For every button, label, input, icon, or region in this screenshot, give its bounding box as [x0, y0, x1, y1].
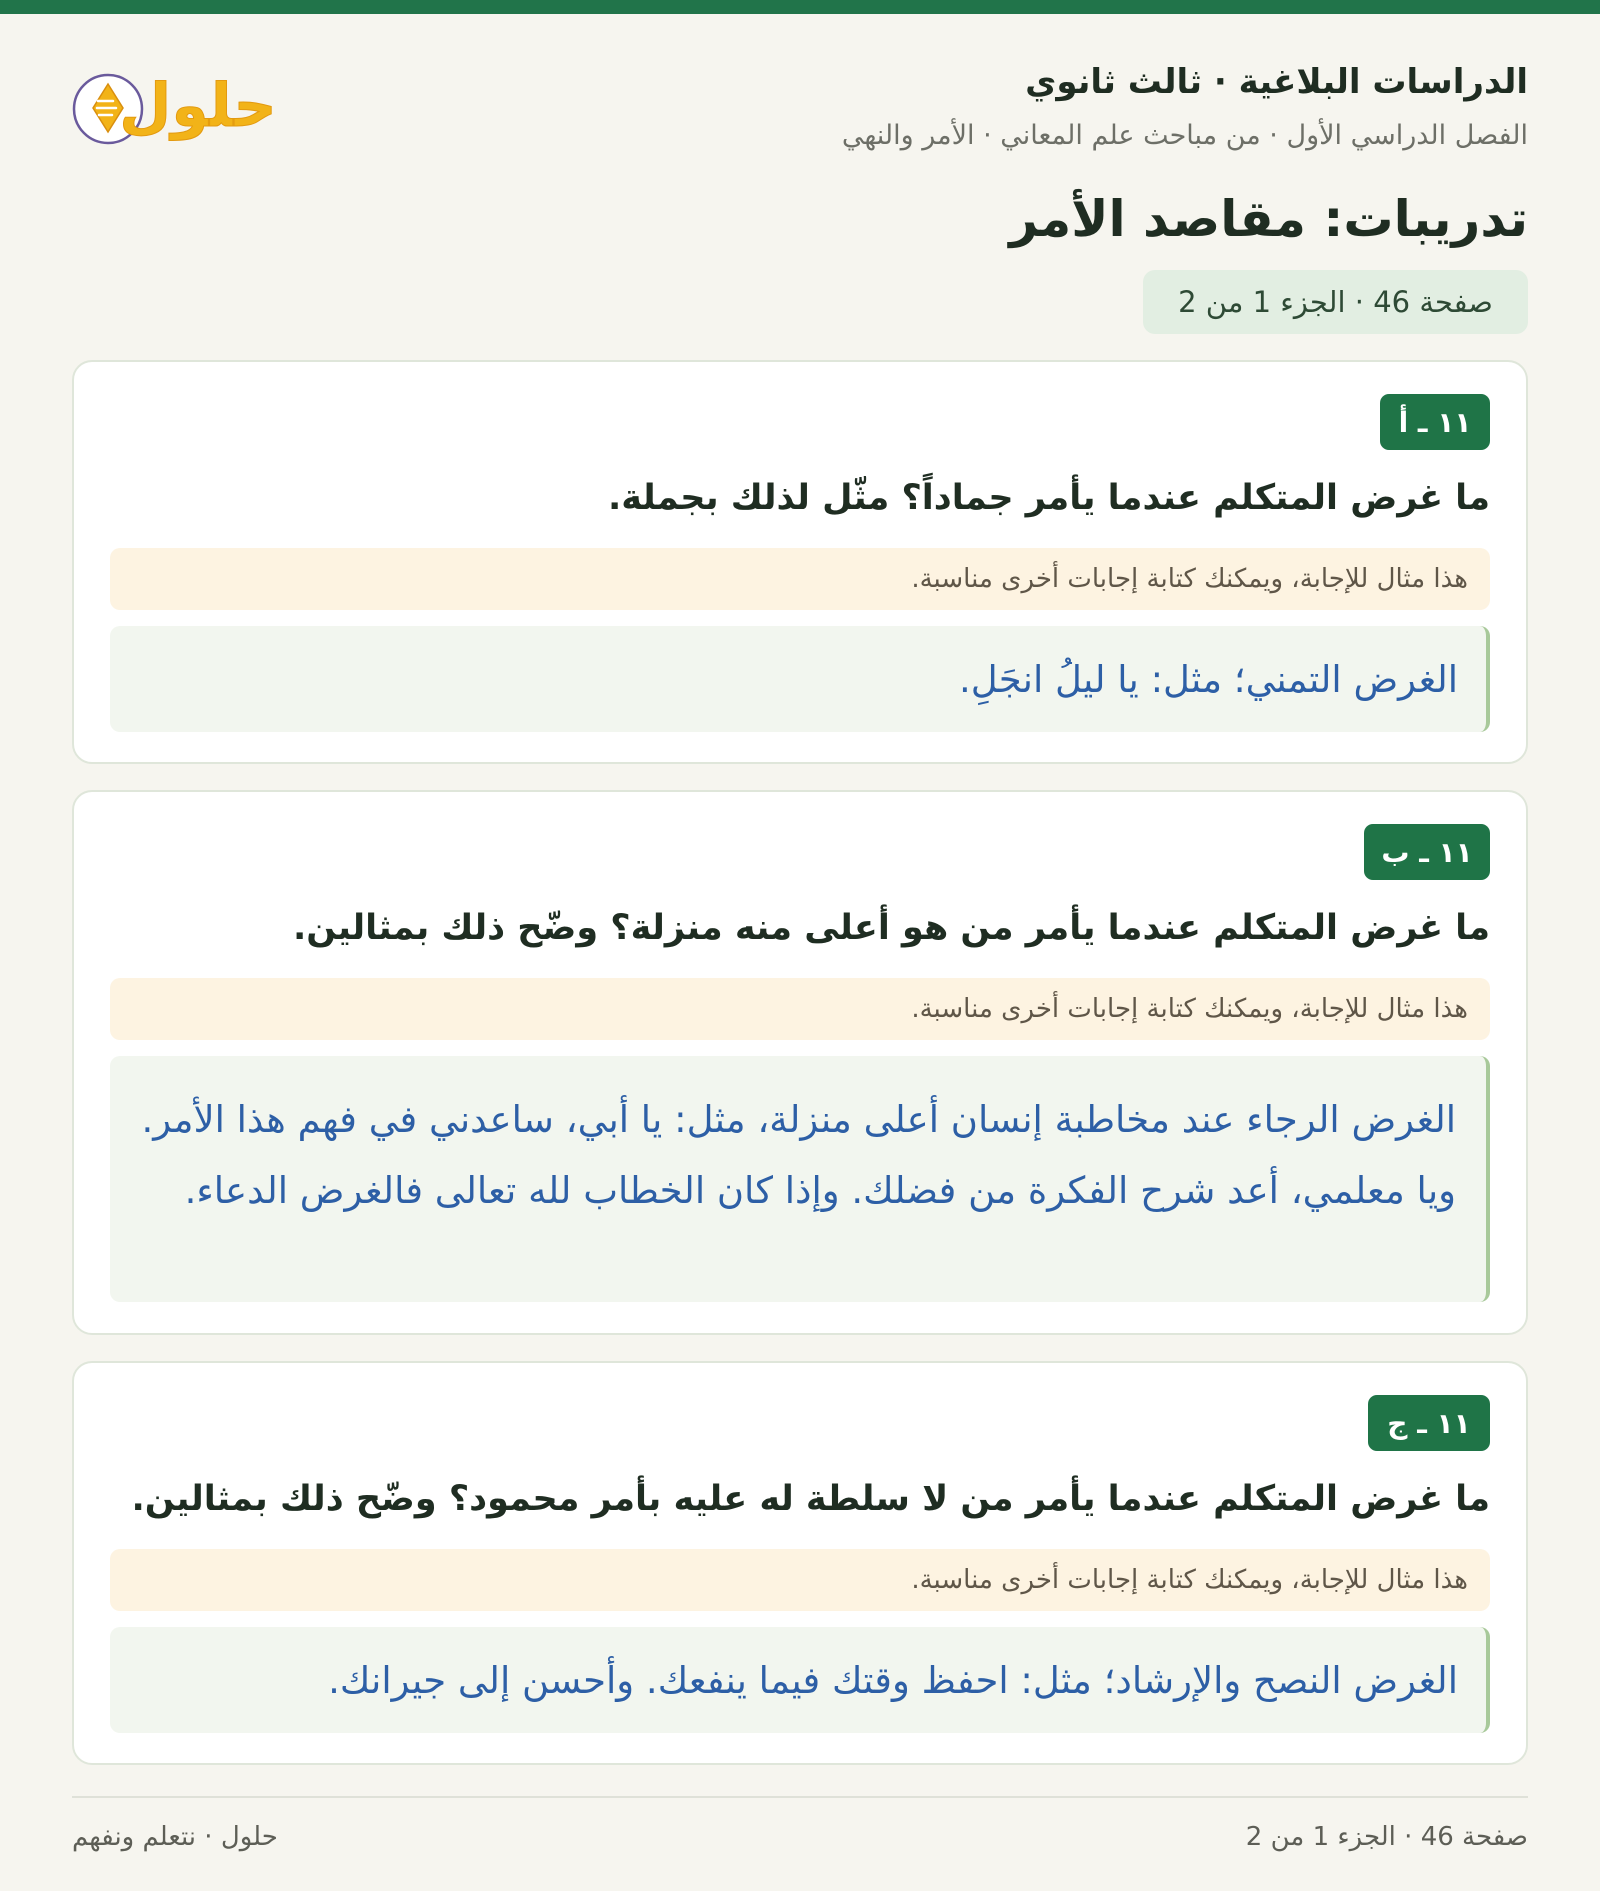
- answer-hint: هذا مثال للإجابة، ويمكنك كتابة إجابات أخرى مناسبة.: [110, 548, 1490, 610]
- question-card: [72, 790, 1528, 1335]
- question-number-badge: ١١ ـ أ: [1380, 394, 1490, 450]
- footer-page-info: صفحة 46 · الجزء 1 من 2: [1245, 1822, 1528, 1852]
- footer-brand-tagline: حلول · نتعلم ونفهم: [72, 1822, 278, 1852]
- question-text: ما غرض المتكلم عندما يأمر من هو أعلى منه منزلة؟ وضّح ذلك بمثالين.: [292, 908, 1490, 948]
- logo-wordmark: حلول: [119, 71, 277, 141]
- question-text: ما غرض المتكلم عندما يأمر من لا سلطة له عليه بأمر محمود؟ وضّح ذلك بمثالين.: [131, 1479, 1490, 1519]
- question-card: [72, 360, 1528, 764]
- page-header: [72, 62, 1528, 162]
- answer-hint: هذا مثال للإجابة، ويمكنك كتابة إجابات أخرى مناسبة.: [110, 1549, 1490, 1611]
- question-number-badge: ١١ ـ ج: [1368, 1395, 1490, 1451]
- answer-box: الغرض الرجاء عند مخاطبة إنسان أعلى منزلة، مثل: يا أبي، ساعدني في فهم هذا الأمر. ويا معلمي، أعد شرح الفكرة من فضلك. وإذا كان الخطاب لله تعالى فالغرض الدعاء.: [110, 1056, 1490, 1302]
- answer-hint: هذا مثال للإجابة، ويمكنك كتابة إجابات أخرى مناسبة.: [110, 978, 1490, 1040]
- top-accent-bar: [0, 0, 1600, 14]
- question-number-badge: ١١ ـ ب: [1364, 824, 1490, 880]
- answer-box: الغرض النصح والإرشاد؛ مثل: احفظ وقتك فيما ينفعك. وأحسن إلى جيرانك.: [110, 1627, 1490, 1733]
- footer-divider: [72, 1796, 1528, 1798]
- page-title: تدريبات: مقاصد الأمر: [1009, 190, 1528, 248]
- question-text: ما غرض المتكلم عندما يأمر جماداً؟ مثّل لذلك بجملة.: [607, 478, 1490, 518]
- question-card: [72, 1361, 1528, 1765]
- hulul-logo: [72, 62, 292, 154]
- breadcrumb: الفصل الدراسي الأول · من مباحث علم المعاني · الأمر والنهي: [841, 120, 1528, 151]
- page-indicator-badge: صفحة 46 · الجزء 1 من 2: [1143, 270, 1528, 334]
- answer-box: الغرض التمني؛ مثل: يا ليلُ انجَلِ.: [110, 626, 1490, 732]
- subject-title: الدراسات البلاغية · ثالث ثانوي: [1025, 62, 1528, 102]
